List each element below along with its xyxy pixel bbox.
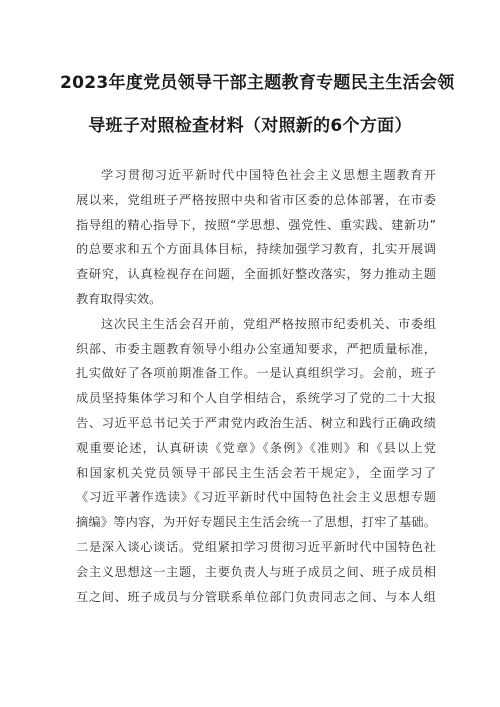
paragraph-1-line-3: 指导组的精心指导下，按照“学思想、强党性、重实践、建新功” <box>76 217 436 232</box>
paragraph-2-line-2: 织部、市委主题教育领导小组办公室通知要求，严把质量标准， <box>76 341 436 356</box>
paragraph-2-line-1: 这次民主生活会召开前，党组严格按照市纪委机关、市委组 <box>101 316 436 331</box>
document-title-line-2: 导班子对照检查材料（对照新的6个方面） <box>88 116 412 136</box>
paragraph-1-line-5: 查研究，认真检视存在问题，全面抓好整改落实，努力推动主题 <box>76 267 436 282</box>
document-title-line-1: 2023年度党员领导干部主题教育专题民主生活会领 <box>60 73 455 93</box>
paragraph-2-line-11: 会主义思想这一主题，主要负责人与班子成员之间、班子成员相 <box>76 564 436 579</box>
paragraph-2-line-4: 成员坚持集体学习和个人自学相结合，系统学习了党的二十大报 <box>76 391 436 406</box>
document-body <box>76 163 436 609</box>
paragraph-1-line-2: 展以来，党组班子严格按照中央和省市区委的总体部署，在市委 <box>76 192 436 207</box>
paragraph-2-line-12: 互之间、班子成员与分管联系单位部门负责同志之间、与本人组 <box>76 589 436 604</box>
paragraph-2-line-7: 和国家机关党员领导干部民主生活会若干规定》，全面学习了 <box>76 465 436 480</box>
paragraph-1-line-1: 学习贯彻习近平新时代中国特色社会主义思想主题教育开 <box>101 168 436 182</box>
paragraph-2-line-9: 摘编》等内容，为开好专题民主生活会统一了思想，打牢了基础。 <box>76 515 436 530</box>
paragraph-2-line-3: 扎实做好了各项前期准备工作。一是认真组织学习。会前，班子 <box>76 366 436 381</box>
paragraph-2-line-6: 观重要论述，认真研读《党章》《条例》《准则》和《县以上党 <box>76 440 436 455</box>
paragraph-1-line-6: 教育取得实效。 <box>76 291 162 306</box>
paragraph-2-line-8: 《习近平著作选读》《习近平新时代中国特色社会主义思想专题 <box>76 490 436 505</box>
paragraph-2-line-5: 告、习近平总书记关于严肃党内政治生活、树立和践行正确政绩 <box>76 415 436 430</box>
paragraph-1-line-4: 的总要求和五个方面具体目标，持续加强学习教育，扎实开展调 <box>76 242 436 257</box>
paragraph-2-line-10: 二是深入谈心谈话。党组紧扣学习贯彻习近平新时代中国特色社 <box>76 539 436 554</box>
